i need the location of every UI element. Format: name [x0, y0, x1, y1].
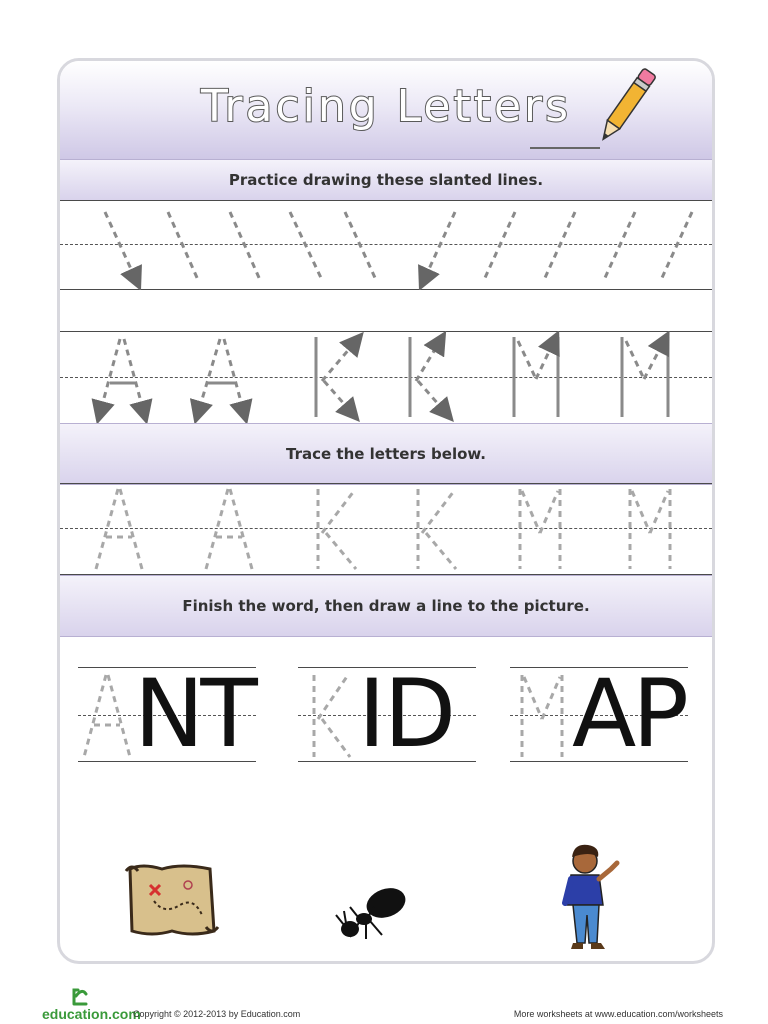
- pencil-line: [530, 147, 600, 149]
- more-worksheets-link[interactable]: More worksheets at www.education.com/worksheets: [513, 1009, 723, 1019]
- letter-k-strokes: [410, 337, 446, 417]
- section-finish-band: [60, 575, 712, 637]
- word-box-map: [510, 660, 688, 769]
- page-title: Tracing Letters: [200, 81, 572, 132]
- pencil-icon: [588, 58, 668, 153]
- ant-picture[interactable]: [330, 881, 410, 947]
- slant-line: [345, 212, 376, 280]
- letter-k-strokes: [316, 337, 356, 417]
- slant-line: [544, 212, 575, 280]
- section-finish-label: Finish the word, then draw a line to the picture.: [182, 597, 590, 615]
- letter-m-strokes: [622, 337, 668, 417]
- treasure-map-picture[interactable]: [122, 861, 222, 941]
- trace-letter-m: [520, 489, 560, 569]
- boy-picture[interactable]: [555, 839, 625, 955]
- word-rest-nt: NT: [134, 660, 254, 769]
- trace-letter-a: [206, 489, 252, 569]
- section-trace-label: Trace the letters below.: [286, 445, 486, 463]
- trace-letter-m: [630, 489, 670, 569]
- slant-line: [661, 212, 692, 280]
- trace-letter-k: [318, 489, 356, 569]
- education-logo-icon: [66, 984, 90, 1008]
- slanted-lines-row: [60, 200, 712, 290]
- slant-line: [424, 212, 455, 280]
- slant-line: [168, 212, 198, 280]
- slant-line: [230, 212, 260, 280]
- worksheet: [57, 58, 715, 964]
- word-box-ant: [78, 660, 256, 769]
- word-box-kid: [298, 660, 476, 769]
- letter-a-strokes: [198, 339, 244, 413]
- education-logo-text[interactable]: education.com: [42, 1006, 141, 1022]
- section-slanted-band: [60, 159, 712, 201]
- section-trace-band: [60, 423, 712, 485]
- word-rest-id: ID: [358, 660, 455, 769]
- trace-letter-k: [418, 489, 456, 569]
- word-rest-ap: AP: [572, 660, 685, 769]
- letter-strokes-row: [60, 331, 712, 423]
- section-slanted-label: Practice drawing these slanted lines.: [228, 171, 544, 189]
- title-banner: [60, 61, 712, 159]
- slant-line: [105, 212, 136, 280]
- trace-letter-a: [96, 489, 142, 569]
- slant-line: [290, 212, 322, 280]
- copyright-text: Copyright © 2012-2013 by Education.com: [133, 1009, 301, 1019]
- letter-m-strokes: [514, 337, 558, 417]
- slant-line: [484, 212, 515, 280]
- slant-line: [604, 212, 635, 280]
- letter-a-strokes: [100, 339, 144, 413]
- trace-letters-row: [60, 483, 712, 575]
